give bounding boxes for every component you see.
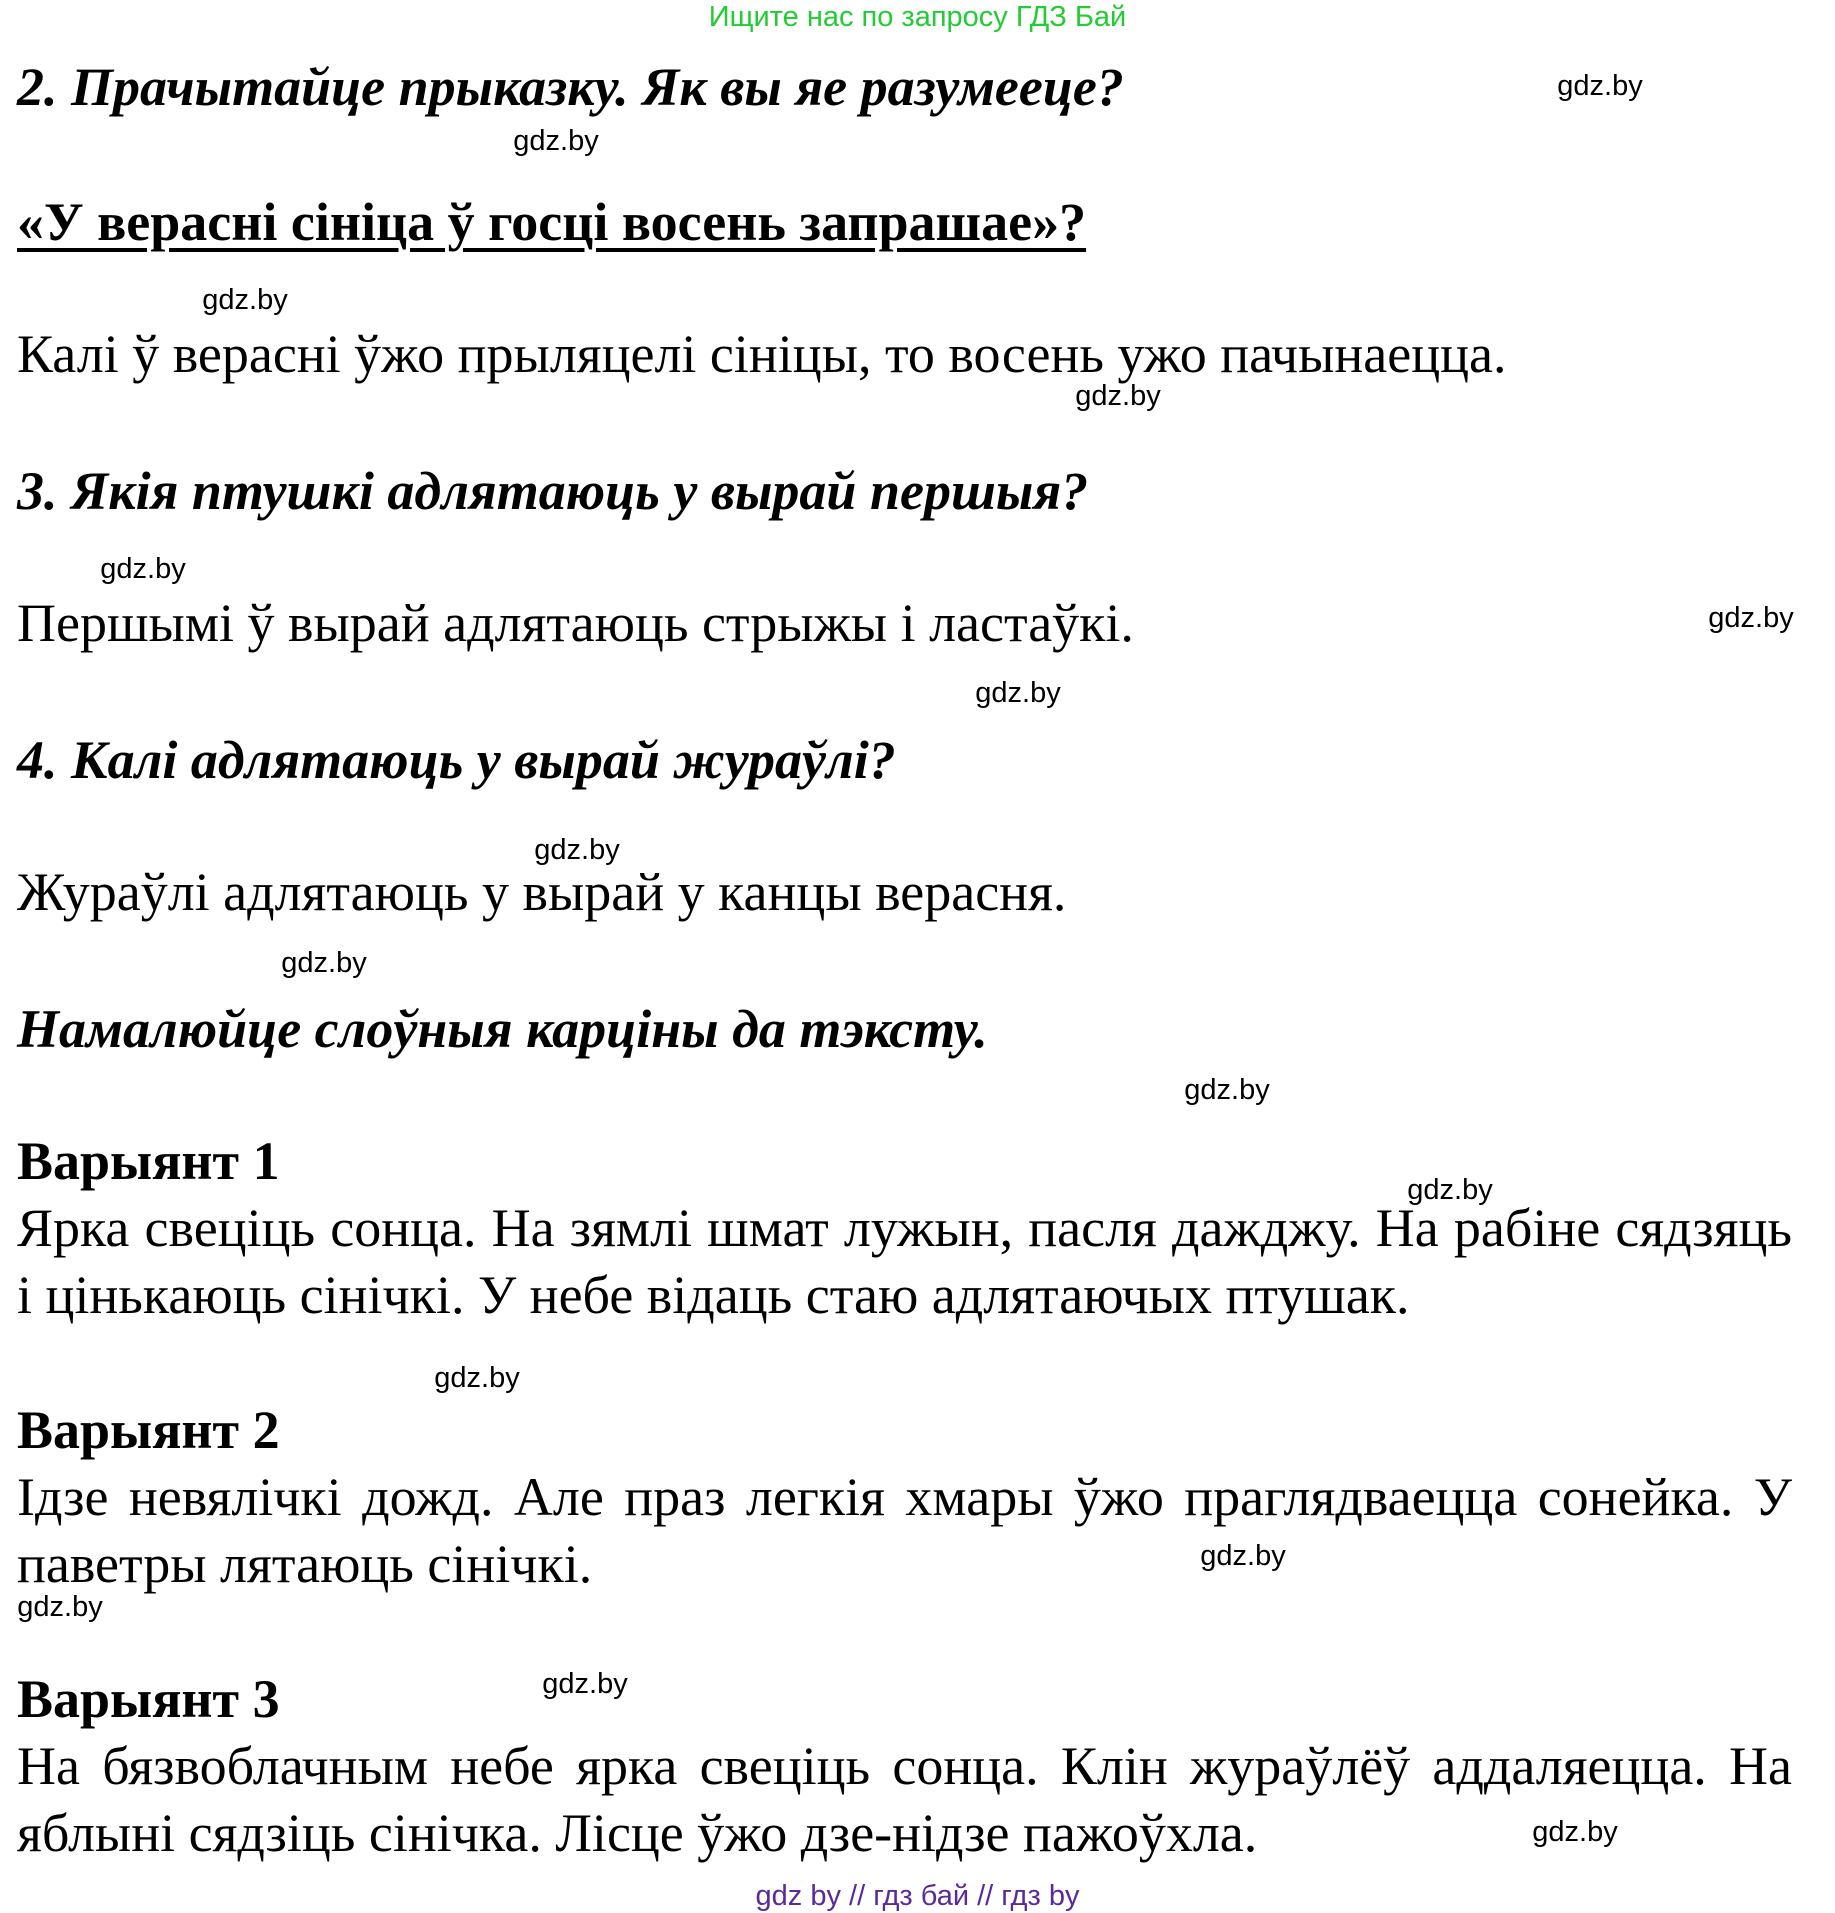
- watermark: gdz.by: [202, 284, 288, 316]
- watermark: gdz.by: [281, 947, 367, 979]
- watermark: gdz.by: [1708, 602, 1794, 634]
- watermark: gdz.by: [534, 834, 620, 866]
- watermark: gdz.by: [1200, 1540, 1286, 1572]
- variant-3-title: Варыянт 3: [17, 1669, 280, 1729]
- variant-2-title: Варыянт 2: [17, 1400, 280, 1460]
- watermark: gdz.by: [1075, 380, 1161, 412]
- question-4-heading: 4. Калі адлятаюць у вырай жураўлі?: [17, 730, 896, 790]
- watermark: gdz.by: [1532, 1816, 1618, 1848]
- variant-2-text: Ідзе невялічкі дожд. Але праз легкія хмары ўжо праглядваецца сонейка. У паветры лятаюць сінічкі.: [17, 1467, 1792, 1594]
- watermark: gdz.by: [513, 125, 599, 157]
- task-heading: Намалюйце слоўныя карціны да тэксту.: [17, 999, 988, 1059]
- watermark: gdz.by: [542, 1668, 628, 1700]
- answer-4: Жураўлі адлятаюць у вырай у канцы верасня.: [17, 862, 1067, 922]
- watermark: gdz.by: [17, 1591, 103, 1623]
- watermark: gdz.by: [434, 1362, 520, 1394]
- variant-1-text: Ярка свеціць сонца. На зямлі шмат лужын, пасля дажджу. На рабіне сядзяць і цінькаюць сінічкі. У небе відаць стаю адлятаючых птушак.: [17, 1198, 1792, 1325]
- variant-1-title: Варыянт 1: [17, 1131, 280, 1191]
- watermark: gdz.by: [1557, 70, 1643, 102]
- watermark: gdz.by: [100, 553, 186, 585]
- watermark: gdz.by: [1407, 1174, 1493, 1206]
- answer-3: Першымі ў вырай адлятаюць стрыжы і ластаўкі.: [17, 593, 1134, 653]
- search-banner: Ищите нас по запросу ГДЗ Бай: [708, 1, 1127, 33]
- answer-2: Калі ў верасні ўжо прыляцелі сініцы, то восень ужо пачынаецца.: [17, 324, 1507, 384]
- proverb: «У верасні сініца ў госці восень запрашае»?: [17, 192, 1087, 252]
- watermark: gdz.by: [1184, 1074, 1270, 1106]
- footer-links: gdz by // гдз бай // гдз by: [755, 1880, 1080, 1912]
- variant-3-text: На бязвоблачным небе ярка свеціць сонца. Клін жураўлёў аддаляецца. На яблыні сядзіць сінічка. Лісце ўжо дзе-нідзе пажоўхла.: [17, 1736, 1792, 1863]
- question-2-heading: 2. Прачытайце прыказку. Як вы яе разумееце?: [17, 57, 1124, 117]
- question-3-heading: 3. Якія птушкі адлятаюць у вырай першыя?: [17, 461, 1089, 521]
- watermark: gdz.by: [975, 677, 1061, 709]
